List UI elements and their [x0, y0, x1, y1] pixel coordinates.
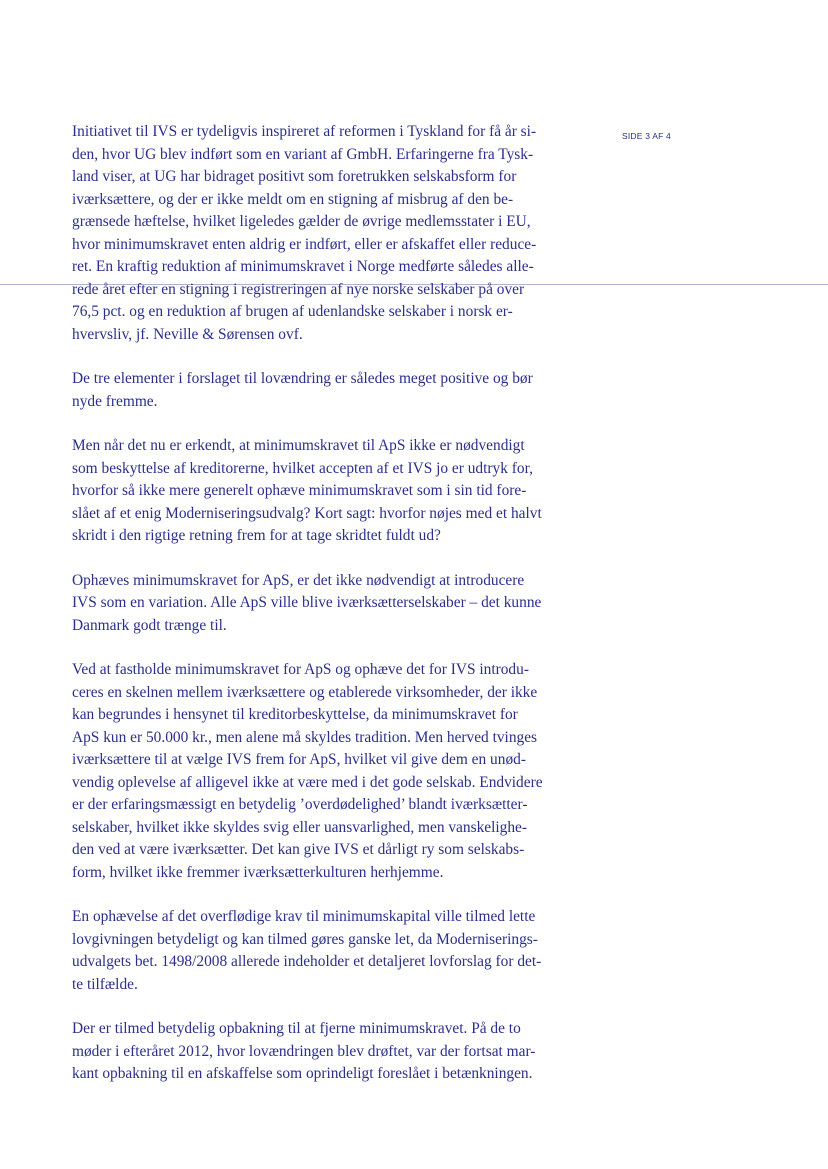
paragraph-distinction-consequences: Ved at fastholde minimumskravet for ApS og ophæve det for IVS introdu- ceres en skelnen mellem iværksættere og etablerede virksomheder, der ikke kan begrundes i hensynet til kreditorbeskyttelse, da minimumskravet for ApS kun er 50.000 kr., men alene må skyldes tradition. Men herved tvinges iværksættere til at vælge IVS frem for ApS, hvilket vil give dem en unød- vendig oplevelse af alligevel ikke at være med i det gode selskab. Endvidere er der erfaringsmæssigt en betydelig ’overdødelighed’ blandt iværksætter- selskaber, hvilket ikke skyldes svig eller uansvarlighed, men vanskelighe- den ved at være iværksætter. Det kan give IVS et dårligt ry som selskabs- form, hvilket ikke fremmer iværksætterkulturen herhjemme.: [72, 661, 543, 881]
paragraph-abolish-for-aps: Ophæves minimumskravet for ApS, er det ikke nødvendigt at introducere IVS som en variation. Alle ApS ville blive iværksætterselskaber – det kunne Danmark godt trænge til.: [72, 571, 542, 634]
paragraph-ivs-inspiration: Initiativet til IVS er tydeligvis inspireret af reformen i Tyskland for få år si- den, hvor UG blev indført som en variant af GmbH. Erfaringerne fra Tysk- land viser, at UG har bidraget positivt som foretrukken selskabsform for iværksættere, og der er ikke meldt om en stigning af misbrug af den be- grænsede hæftelse, hvilket ligeledes gælder de øvrige medlemsstater i EU, hvor minimumskravet enten aldrig er indført, eller er afskaffet eller reduce- ret. En kraftig reduktion af minimumskravet i Norge medførte således alle- rede året efter en stigning i registreringen af nye norske selskaber på over 76,5 pct. og en reduktion af brugen af udenlandske selskaber i norsk er- hvervsliv, jf. Neville & Sørensen ovf.: [72, 123, 537, 343]
paragraph-legislation-simplification: En ophævelse af det overflødige krav til minimumskapital ville tilmed lette lovgivningen betydeligt og kan tilmed gøres ganske let, da Moderniserings- udvalgets bet. 1498/2008 allerede indeholder et detaljeret lovforslag for det- te tilfælde.: [72, 908, 542, 993]
document-body: [72, 121, 592, 1108]
paragraph-support: Der er tilmed betydelig opbakning til at fjerne minimumskravet. På de to møder i efteråret 2012, hvor lovændringen blev drøftet, var der fortsat mar- kant opbakning til en afskaffelse som oprindeligt foreslået i betænkningen.: [72, 1020, 536, 1082]
paragraph-positive-elements: De tre elementer i forslaget til lovændring er således meget positive og bør nyde fremme.: [72, 370, 533, 410]
page-number: SIDE 3 AF 4: [622, 131, 671, 141]
paragraph-minimum-requirement-question: Men når det nu er erkendt, at minimumskravet til ApS ikke er nødvendigt som beskyttelse af kreditorerne, hvilket accepten af et IVS jo er udtryk for, hvorfor så ikke mere generelt ophæve minimumskravet som i sin tid fore- slået af et enig Moderniseringsudvalg? Kort sagt: hvorfor nøjes med et halvt skridt i den rigtige retning frem for at tage skridtet fuldt ud?: [72, 437, 542, 544]
